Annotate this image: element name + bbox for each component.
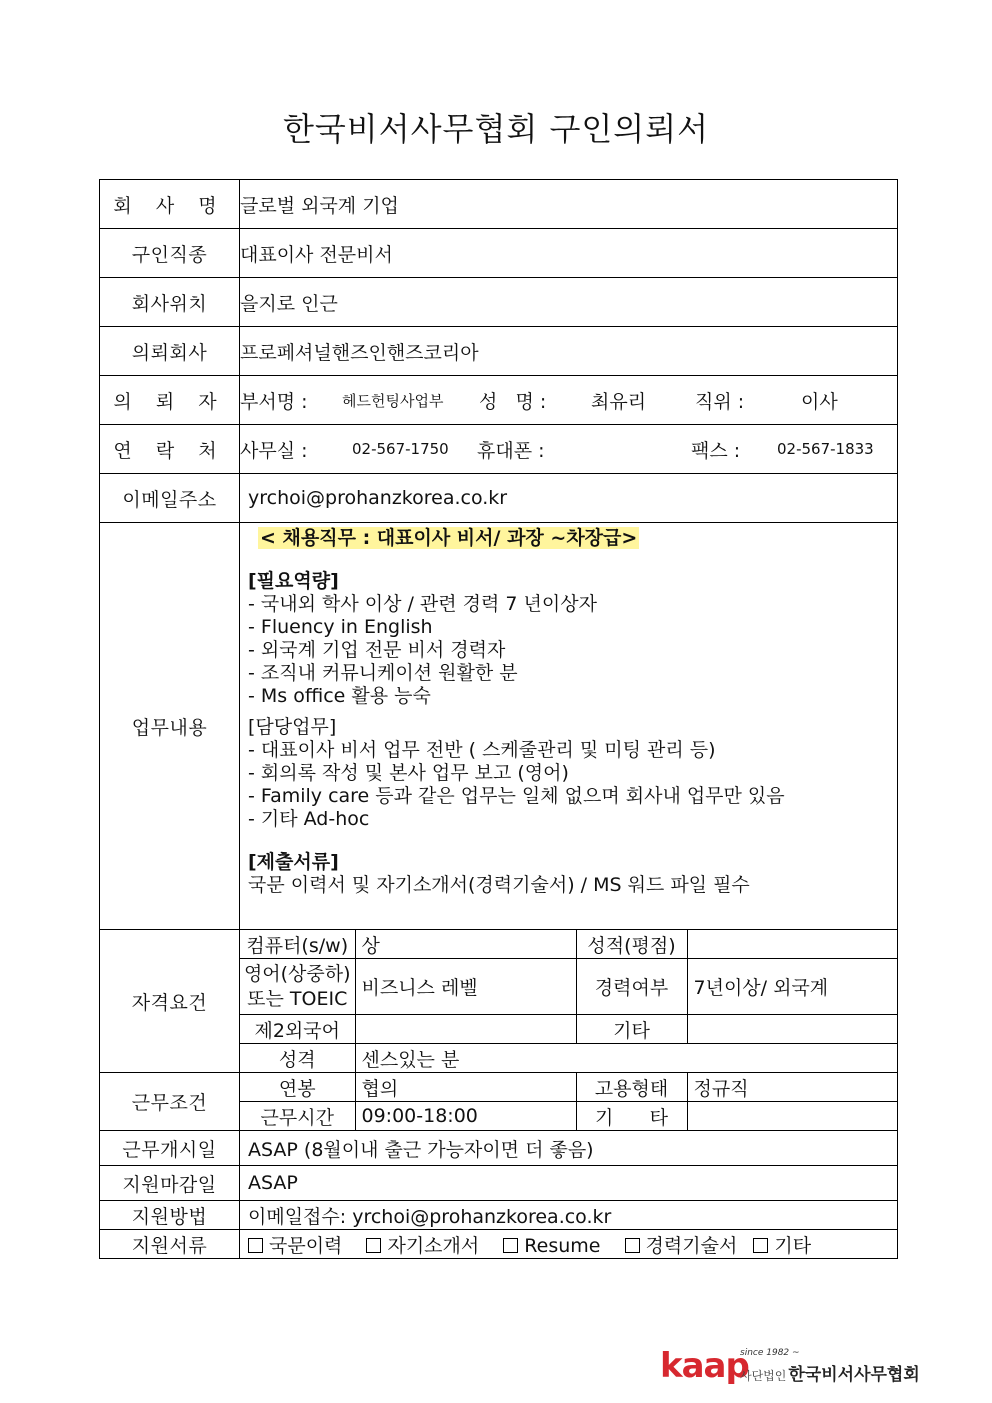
location-value: 을지로 인근 — [240, 278, 898, 327]
requester-details — [240, 376, 898, 425]
requester-company-value: 프로페셔널핸즈인핸즈코리아 — [240, 327, 898, 376]
fax-label: 팩스 : — [691, 439, 741, 462]
english-label-line2: 또는 TOEIC — [247, 987, 348, 1010]
email-label: 이메일주소 — [100, 474, 240, 523]
start-date-value: ASAP (8월이내 출근 가능자이면 더 좋음) — [240, 1131, 898, 1166]
contact-row — [100, 425, 898, 474]
option-etc: 기타 — [774, 1234, 812, 1257]
documents-row — [100, 1230, 898, 1259]
contact-label: 연 락 처 — [100, 425, 240, 474]
checkbox-resume[interactable] — [503, 1238, 518, 1253]
method-row — [100, 1201, 898, 1230]
company-label: 회 사 명 — [100, 180, 240, 229]
personality-value: 센스있는 분 — [355, 1044, 897, 1073]
logo-org — [740, 1360, 920, 1385]
qualification-grid — [240, 930, 898, 1073]
grade-value — [687, 930, 897, 959]
job-type-label: 구인직종 — [100, 229, 240, 278]
employment-type-value: 정규직 — [687, 1073, 897, 1102]
job-type-value: 대표이사 전문비서 — [240, 229, 898, 278]
work-label: 업무내용 — [100, 523, 240, 930]
requester-label: 의 뢰 자 — [100, 376, 240, 425]
required-skill-item: - 외국계 기업 전문 비서 경력자 — [248, 639, 506, 661]
documents-title: [제출서류] — [248, 851, 339, 873]
qualification-row — [100, 930, 898, 1073]
computer-label: 컴퓨터(s/w) — [240, 930, 355, 959]
mobile-label: 휴대폰 : — [477, 439, 545, 462]
location-row — [100, 278, 898, 327]
documents-text: 국문 이력서 및 자기소개서(경력기술서) / MS 워드 파일 필수 — [248, 874, 750, 896]
office-label: 사무실 : — [240, 439, 308, 462]
start-date-label: 근무개시일 — [100, 1131, 240, 1166]
checkbox-career-statement[interactable] — [625, 1238, 640, 1253]
name-value: 최유리 — [591, 390, 647, 413]
english-value: 비즈니스 레벨 — [355, 959, 576, 1015]
option-self-intro: 자기소개서 — [387, 1234, 480, 1257]
deadline-label: 지원마감일 — [100, 1166, 240, 1201]
checkbox-korean-resume[interactable] — [248, 1238, 263, 1253]
duty-item: - 대표이사 비서 업무 전반 ( 스케줄관리 및 미팅 관리 등) — [248, 739, 716, 761]
fax-value: 02-567-1833 — [777, 440, 874, 458]
work-headline: < 채용직무 : 대표이사 비서/ 과장 ~차장급> — [260, 527, 638, 549]
contact-details — [240, 425, 898, 474]
work-content — [240, 523, 898, 930]
work-row — [100, 523, 898, 930]
requester-company-label: 의뢰회사 — [100, 327, 240, 376]
required-skill-item: - Ms office 활용 능숙 — [248, 685, 431, 707]
deadline-row — [100, 1166, 898, 1201]
qualification-label: 자격요건 — [100, 930, 240, 1073]
duties-title: [담당업무] — [248, 716, 337, 738]
career-label: 경력여부 — [576, 959, 687, 1015]
requester-company-row — [100, 327, 898, 376]
work-hours-value: 09:00-18:00 — [355, 1102, 576, 1131]
option-korean-resume: 국문이력 — [269, 1234, 343, 1257]
second-language-value — [355, 1015, 576, 1044]
english-label — [240, 959, 355, 1015]
office-value: 02-567-1750 — [352, 440, 449, 458]
dept-label: 부서명 : — [240, 390, 308, 413]
duty-item: - 회의록 작성 및 본사 업무 보고 (영어) — [248, 762, 569, 784]
name-label: 성 명 : — [479, 390, 547, 413]
job-request-form — [99, 179, 898, 1259]
required-skill-item: - 국내외 학사 이상 / 관련 경력 7 년이상자 — [248, 593, 597, 615]
required-skill-item: - Fluency in English — [248, 616, 433, 638]
conditions-grid — [240, 1073, 898, 1131]
checkbox-self-intro[interactable] — [366, 1238, 381, 1253]
documents-label: 지원서류 — [100, 1230, 240, 1259]
logo-since: since 1982 ~ — [740, 1348, 800, 1358]
option-career-statement: 경력기술서 — [645, 1234, 738, 1257]
conditions-etc-value — [687, 1102, 897, 1131]
required-skills-title: [필요역량] — [248, 570, 339, 592]
employment-type-label: 고용형태 — [576, 1073, 687, 1102]
second-language-label: 제2외국어 — [240, 1015, 355, 1044]
logo-mark: kaap — [660, 1346, 749, 1386]
job-type-row — [100, 229, 898, 278]
method-value: 이메일접수: yrchoi@prohanzkorea.co.kr — [240, 1201, 898, 1230]
option-resume: Resume — [524, 1234, 601, 1257]
qualification-etc-label: 기타 — [576, 1015, 687, 1044]
grade-label: 성적(평점) — [576, 930, 687, 959]
logo-prefix: 사단법인 — [740, 1369, 787, 1383]
start-date-row — [100, 1131, 898, 1166]
required-skill-item: - 조직내 커뮤니케이션 원활한 분 — [248, 662, 518, 684]
position-label: 직위 : — [695, 390, 745, 413]
email-row — [100, 474, 898, 523]
location-label: 회사위치 — [100, 278, 240, 327]
conditions-row — [100, 1073, 898, 1131]
email-value: yrchoi@prohanzkorea.co.kr — [240, 474, 898, 523]
company-row — [100, 180, 898, 229]
requester-row — [100, 376, 898, 425]
qualification-etc-value — [687, 1015, 897, 1044]
documents-options — [240, 1230, 898, 1259]
duty-item: - 기타 Ad-hoc — [248, 808, 370, 830]
conditions-label: 근무조건 — [100, 1073, 240, 1131]
english-label-line1: 영어(상중하) — [243, 962, 351, 985]
career-value: 7년이상/ 외국계 — [687, 959, 897, 1015]
company-value: 글로벌 외국계 기업 — [240, 180, 898, 229]
work-hours-label: 근무시간 — [240, 1102, 355, 1131]
salary-value: 협의 — [355, 1073, 576, 1102]
conditions-etc-label: 기 타 — [576, 1102, 687, 1131]
logo-org-name: 한국비서사무협회 — [788, 1365, 920, 1385]
method-label: 지원방법 — [100, 1201, 240, 1230]
page-title: 한국비서사무협회 구인의뢰서 — [282, 110, 710, 148]
personality-label: 성격 — [240, 1044, 355, 1073]
computer-value: 상 — [355, 930, 576, 959]
salary-label: 연봉 — [240, 1073, 355, 1102]
dept-value: 헤드헌팅사업부 — [342, 391, 444, 410]
position-value: 이사 — [801, 390, 838, 413]
duty-item: - Family care 등과 같은 업무는 일체 없으며 회사내 업무만 있음 — [248, 785, 785, 807]
checkbox-etc[interactable] — [753, 1238, 768, 1253]
deadline-value: ASAP — [240, 1166, 898, 1201]
